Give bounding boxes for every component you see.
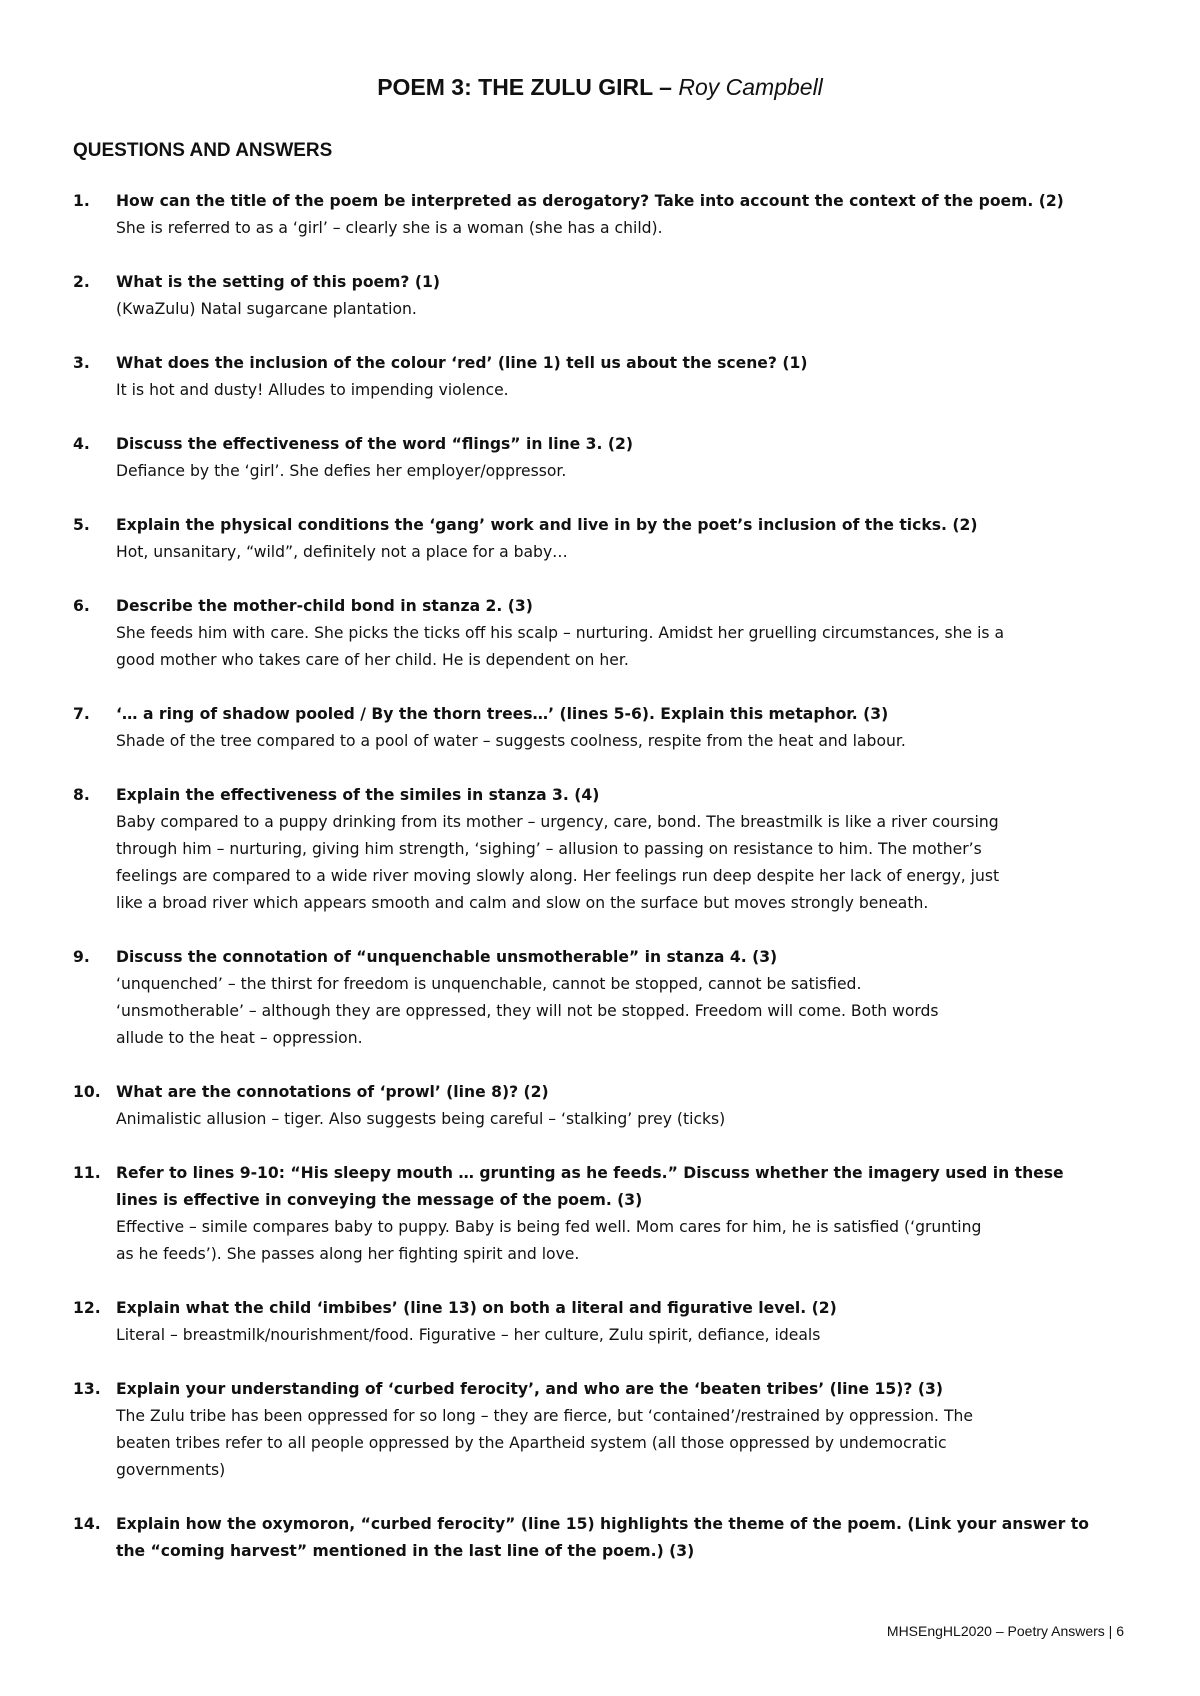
question-number: 12.	[73, 1299, 101, 1317]
answer-text: Effective – simile compares baby to puppy. Baby is being fed well. Mom cares for him, he is satisfied (‘grunting as he feeds’). She passes along her fighting spirit and love.	[116, 1218, 982, 1263]
question-text: What are the connotations of ‘prowl’ (line 8)? (2)	[116, 1083, 549, 1101]
question-number: 11.	[73, 1164, 101, 1182]
question-text: Explain the physical conditions the ‘gang’ work and live in by the poet’s inclusion of the ticks. (2)	[116, 516, 978, 534]
question-item	[73, 512, 1148, 566]
question-number: 14.	[73, 1515, 101, 1533]
question-number: 10.	[73, 1083, 101, 1101]
question-text: Describe the mother-child bond in stanza 2. (3)	[116, 597, 533, 615]
answer-text: Hot, unsanitary, “wild”, definitely not a place for a baby…	[116, 543, 568, 561]
question-item	[73, 1079, 1148, 1133]
page-title-author: Roy Campbell	[678, 74, 823, 100]
question-item	[73, 593, 1148, 674]
answer-text: The Zulu tribe has been oppressed for so long – they are fierce, but ‘contained’/restrained by oppression. The beaten tribes refer to all people oppressed by the Apartheid system (all those oppressed by undemocratic governments)	[116, 1407, 973, 1479]
answer-text: Baby compared to a puppy drinking from its mother – urgency, care, bond. The breastmilk is like a river coursing through him – nurturing, giving him strength, ‘sighing’ – allusion to passing on resistance to him. The mother’s feelings are compared to a wide river moving slowly along. Her feelings run deep despite her lack of energy, just like a broad river which appears smooth and calm and slow on the surface but moves strongly beneath.	[116, 813, 1000, 912]
question-text: Explain how the oxymoron, “curbed ferocity” (line 15) highlights the theme of the poem. (Link your answer to the “coming harvest” mentioned in the last line of the poem.) (3)	[116, 1515, 1089, 1560]
question-item	[73, 782, 1148, 917]
answer-text: Literal – breastmilk/nourishment/food. Figurative – her culture, Zulu spirit, defiance, ideals	[116, 1326, 821, 1344]
question-number: 8.	[73, 786, 90, 804]
question-text: Discuss the effectiveness of the word “flings” in line 3. (2)	[116, 435, 633, 453]
answer-text: Shade of the tree compared to a pool of water – suggests coolness, respite from the heat and labour.	[116, 732, 906, 750]
question-item	[73, 1376, 1148, 1484]
page-title	[0, 74, 1200, 101]
question-number: 13.	[73, 1380, 101, 1398]
page-footer: MHSEngHL2020 – Poetry Answers | 6	[886, 1623, 1124, 1639]
question-text: Refer to lines 9-10: “His sleepy mouth … grunting as he feeds.” Discuss whether the imagery used in these lines is effective in conveying the message of the poem. (3)	[116, 1164, 1064, 1209]
section-heading: QUESTIONS AND ANSWERS	[73, 140, 333, 161]
question-text: Explain your understanding of ‘curbed ferocity’, and who are the ‘beaten tribes’ (line 15)? (3)	[116, 1380, 943, 1398]
question-text: What is the setting of this poem? (1)	[116, 273, 440, 291]
question-item	[73, 188, 1148, 242]
question-number: 4.	[73, 435, 90, 453]
question-text: How can the title of the poem be interpreted as derogatory? Take into account the context of the poem. (2)	[116, 192, 1064, 210]
question-number: 6.	[73, 597, 90, 615]
answer-text: Defiance by the ‘girl’. She defies her employer/oppressor.	[116, 462, 567, 480]
question-text: Explain the effectiveness of the similes in stanza 3. (4)	[116, 786, 600, 804]
answer-text: ‘unquenched’ – the thirst for freedom is unquenchable, cannot be stopped, cannot be satisfied. ‘unsmotherable’ – although they are oppressed, they will not be stopped. Freedom will come. Both words allude to the heat – oppression.	[116, 975, 939, 1047]
question-text: Discuss the connotation of “unquenchable unsmotherable” in stanza 4. (3)	[116, 948, 778, 966]
question-number: 9.	[73, 948, 90, 966]
question-item	[73, 431, 1148, 485]
question-text: Explain what the child ‘imbibes’ (line 13) on both a literal and figurative level. (2)	[116, 1299, 837, 1317]
question-text: What does the inclusion of the colour ‘red’ (line 1) tell us about the scene? (1)	[116, 354, 808, 372]
question-item	[73, 1160, 1148, 1268]
question-number: 2.	[73, 273, 90, 291]
question-item	[73, 350, 1148, 404]
questions-list	[73, 188, 1148, 1592]
question-item	[73, 944, 1148, 1052]
question-item	[73, 1295, 1148, 1349]
answer-text: (KwaZulu) Natal sugarcane plantation.	[116, 300, 417, 318]
question-text: ‘… a ring of shadow pooled / By the thorn trees…’ (lines 5-6). Explain this metaphor. (3)	[116, 705, 889, 723]
page-title-main: POEM 3: THE ZULU GIRL –	[377, 74, 679, 100]
question-item	[73, 1511, 1148, 1565]
question-item	[73, 701, 1148, 755]
question-number: 5.	[73, 516, 90, 534]
question-number: 3.	[73, 354, 90, 372]
answer-text: It is hot and dusty! Alludes to impending violence.	[116, 381, 509, 399]
question-item	[73, 269, 1148, 323]
answer-text: She is referred to as a ‘girl’ – clearly she is a woman (she has a child).	[116, 219, 663, 237]
question-number: 7.	[73, 705, 90, 723]
answer-text: She feeds him with care. She picks the ticks off his scalp – nurturing. Amidst her gruelling circumstances, she is a good mother who takes care of her child. He is dependent on her.	[116, 624, 1005, 669]
question-number: 1.	[73, 192, 90, 210]
answer-text: Animalistic allusion – tiger. Also suggests being careful – ‘stalking’ prey (ticks)	[116, 1110, 726, 1128]
